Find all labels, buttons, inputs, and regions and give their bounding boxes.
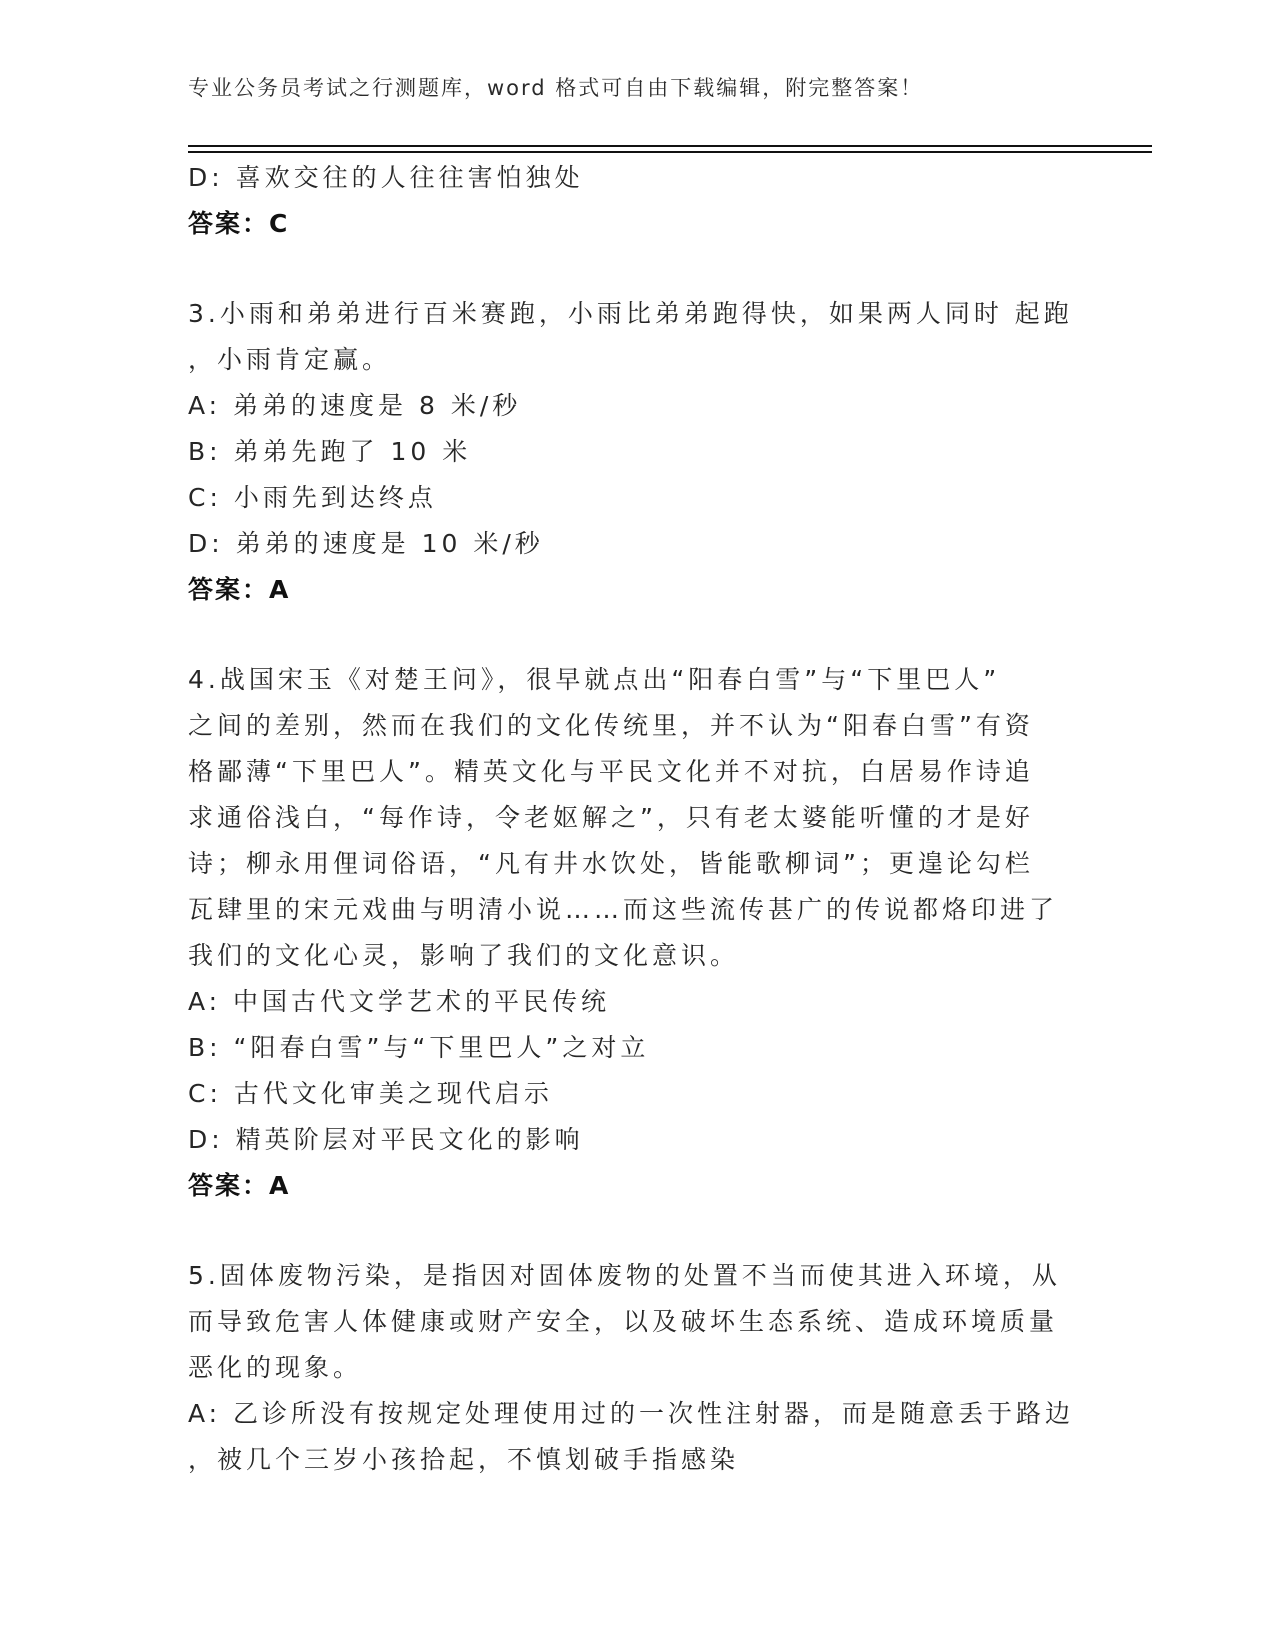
q5-stem-line: 恶化的现象。 bbox=[188, 1353, 363, 1382]
q4-stem-line: 瓦肆里的宋元戏曲与明清小说……而这些流传甚广的传说都烙印进了 bbox=[188, 895, 1059, 924]
question-content bbox=[188, 155, 1088, 1483]
q4-option-a: A: 中国古代文学艺术的平民传统 bbox=[188, 987, 611, 1016]
q4-stem-line: 4.战国宋玉《对楚王问》，很早就点出“阳春白雪”与“下里巴人” bbox=[188, 665, 1001, 694]
q5-option-a-line: ，被几个三岁小孩拾起，不慎划破手指感染 bbox=[188, 1445, 740, 1474]
header-rule-bottom bbox=[188, 151, 1152, 153]
q4-answer: 答案：A bbox=[188, 1171, 291, 1200]
q5-option-a-line: A: 乙诊所没有按规定处理使用过的一次性注射器，而是随意丢于路边 bbox=[188, 1399, 1075, 1428]
q5-stem-line: 而导致危害人体健康或财产安全，以及破坏生态系统、造成环境质量 bbox=[188, 1307, 1059, 1336]
q3-option-a: A: 弟弟的速度是 8 米/秒 bbox=[188, 391, 522, 420]
q4-stem-line: 之间的差别，然而在我们的文化传统里，并不认为“阳春白雪”有资 bbox=[188, 711, 1034, 740]
q4-stem-line: 我们的文化心灵，影响了我们的文化意识。 bbox=[188, 941, 740, 970]
q4-stem-line: 格鄙薄“下里巴人”。精英文化与平民文化并不对抗，白居易作诗追 bbox=[188, 757, 1034, 786]
q3-option-c: C: 小雨先到达终点 bbox=[188, 483, 437, 512]
q3-stem-line: 3.小雨和弟弟进行百米赛跑，小雨比弟弟跑得快，如果两人同时 起跑 bbox=[188, 299, 1073, 328]
q4-option-b: B: “阳春白雪”与“下里巴人”之对立 bbox=[188, 1033, 650, 1062]
q4-stem-line: 求通俗浅白，“每作诗，令老妪解之”，只有老太婆能听懂的才是好 bbox=[188, 803, 1034, 832]
q3-option-b: B: 弟弟先跑了 10 米 bbox=[188, 437, 472, 466]
q3-stem-line: ，小雨肯定赢。 bbox=[188, 345, 392, 374]
header-rule-top bbox=[188, 145, 1152, 147]
page-header: 专业公务员考试之行测题库，word 格式可自由下载编辑，附完整答案！ bbox=[188, 76, 924, 100]
q4-option-d: D: 精英阶层对平民文化的影响 bbox=[188, 1125, 584, 1154]
q4-option-c: C: 古代文化审美之现代启示 bbox=[188, 1079, 553, 1108]
q3-option-d: D: 弟弟的速度是 10 米/秒 bbox=[188, 529, 544, 558]
q5-stem-line: 5.固体废物污染，是指因对固体废物的处置不当而使其进入环境，从 bbox=[188, 1261, 1061, 1290]
q4-stem-line: 诗；柳永用俚词俗语，“凡有井水饮处，皆能歌柳词”；更遑论勾栏 bbox=[188, 849, 1034, 878]
q2-option-d: D: 喜欢交往的人往往害怕独处 bbox=[188, 163, 584, 192]
q2-answer: 答案：C bbox=[188, 209, 290, 238]
q3-answer: 答案：A bbox=[188, 575, 291, 604]
